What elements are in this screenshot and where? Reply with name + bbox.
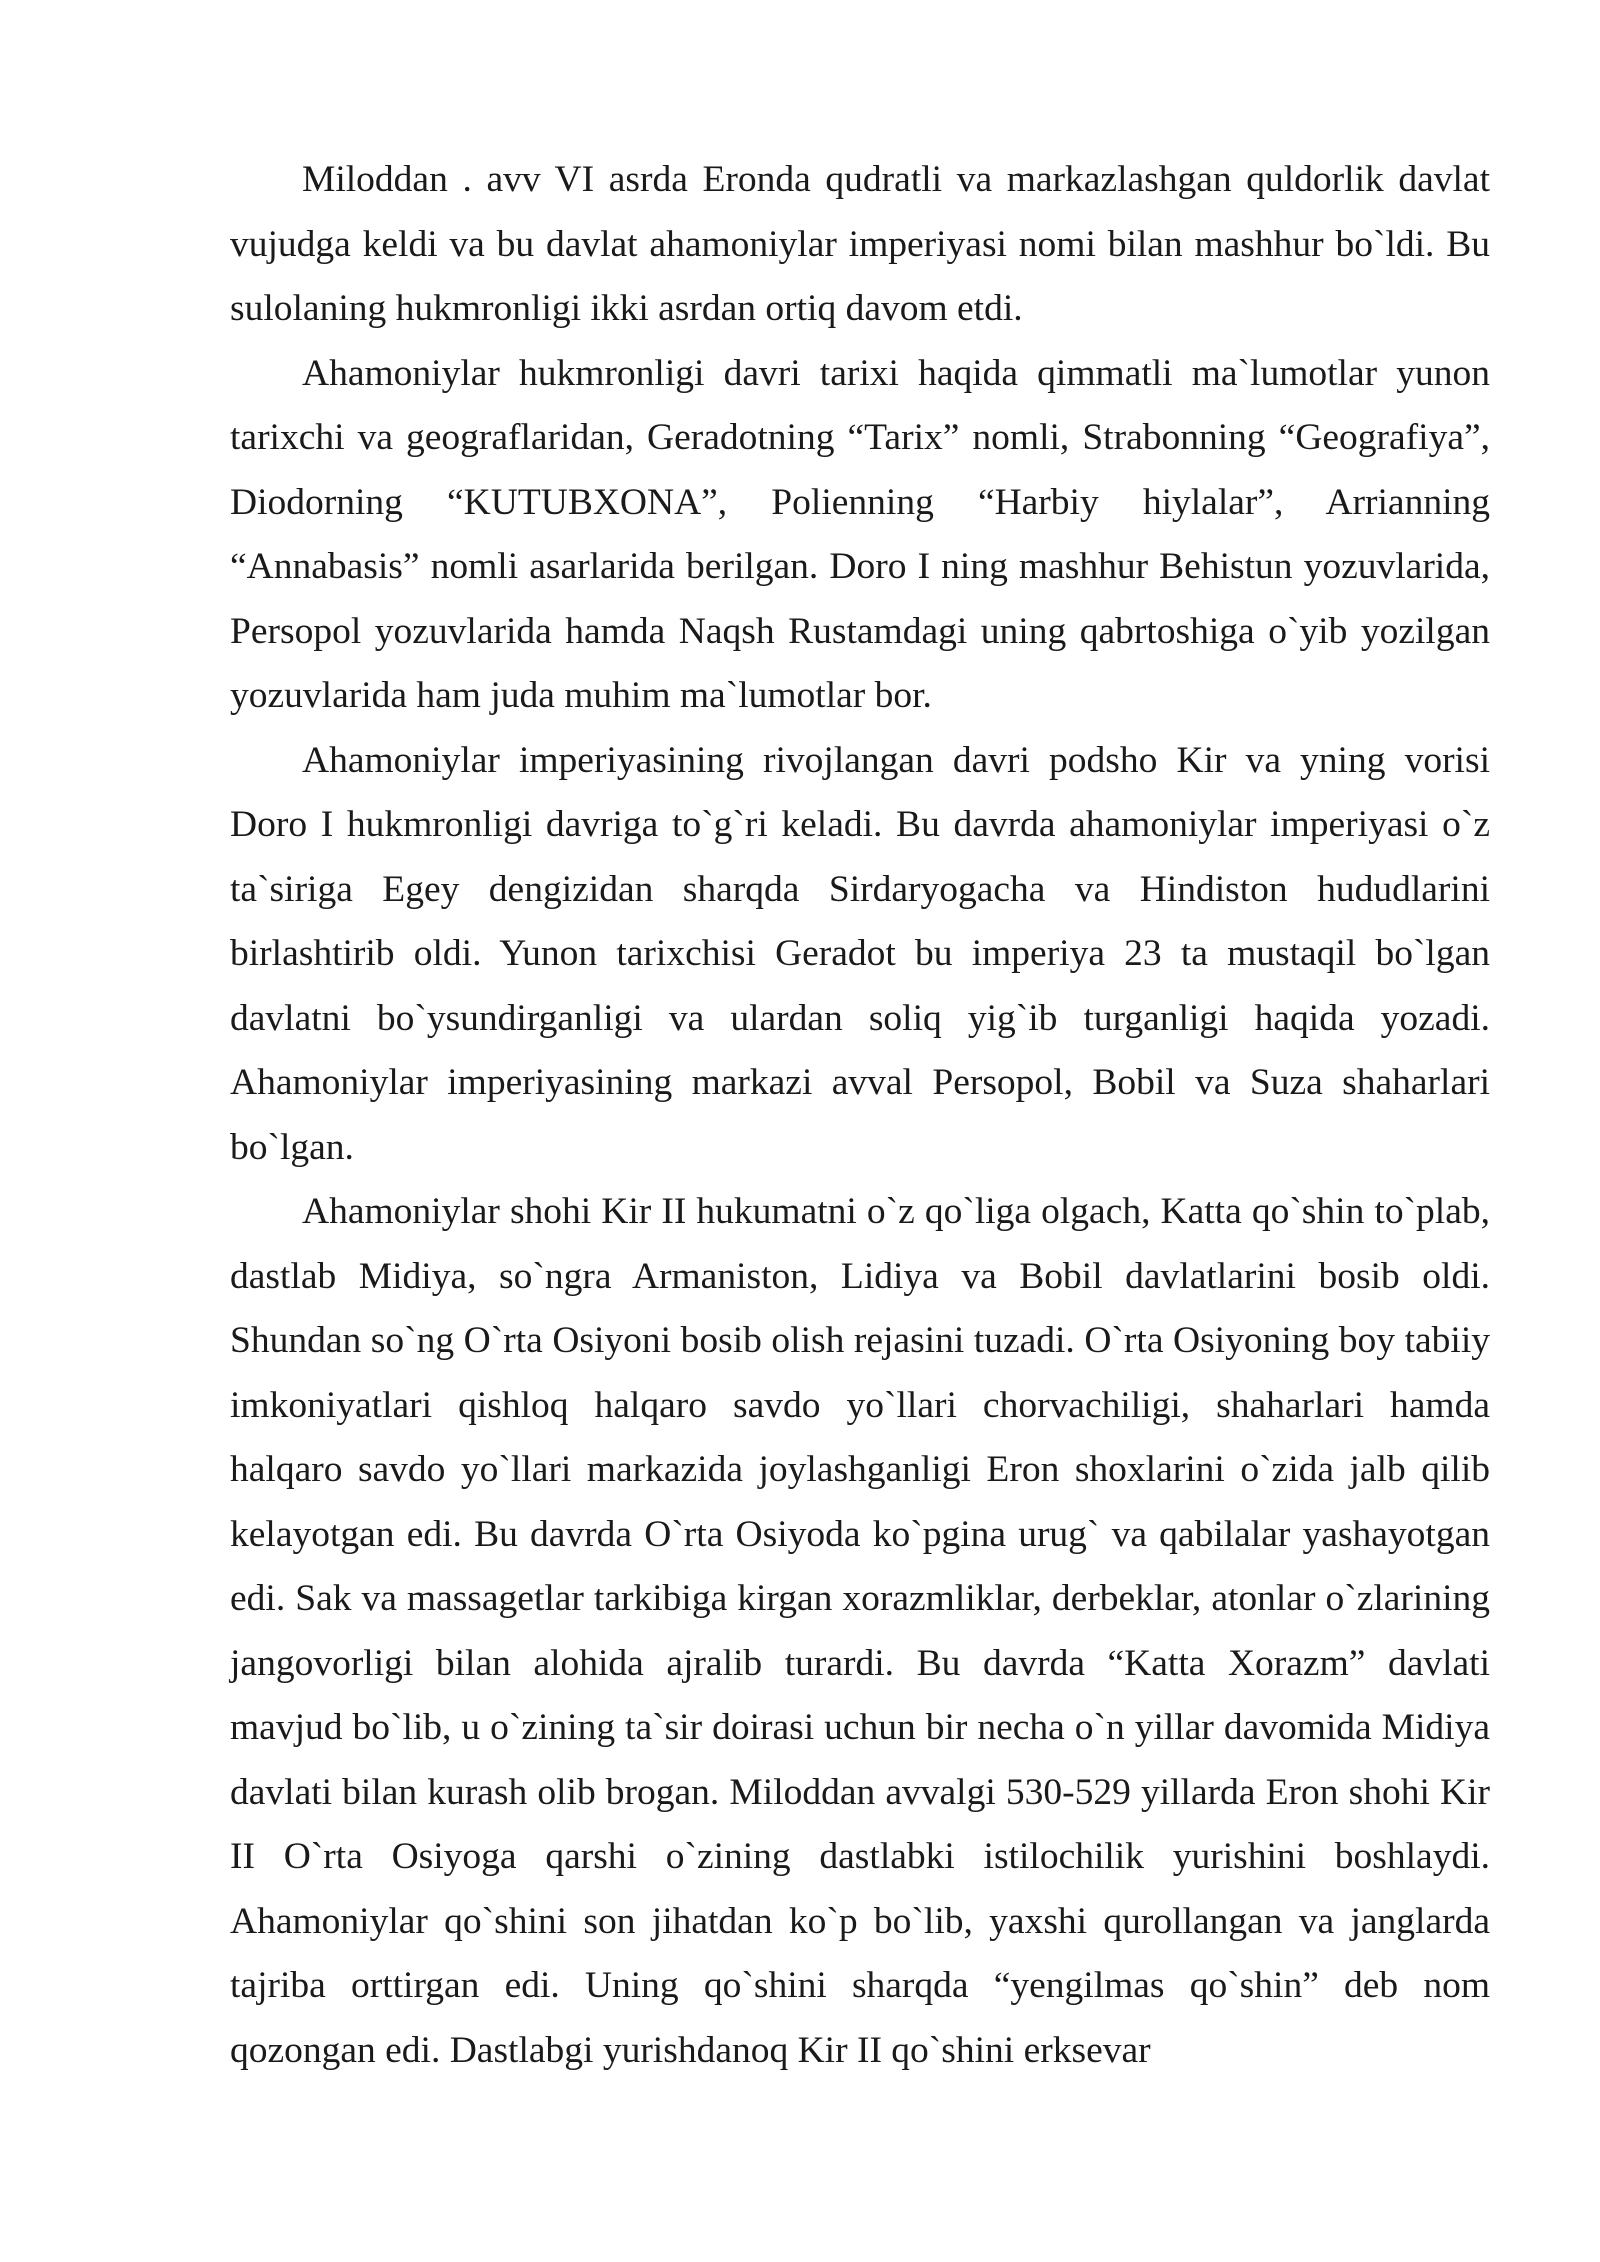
paragraph-3: Ahamoniylar imperiyasining rivojlangan davri podsho Kir va yning vorisi Doro I hukmronligi davriga to`g`ri keladi. Bu davrda ahamoniylar imperiyasi o`z ta`siriga Egey dengizidan sharqda Sirdaryogacha va Hindiston hududlarini birlashtirib oldi. Yunon tarixchisi Geradot bu imperiya 23 ta mustaqil bo`lgan davlatni bo`ysundirganligi va ulardan soliq yig`ib turganligi haqida yozadi. Ahamoniylar imperiyasining markazi avval Persopol, Bobil va Suza shaharlari bo`lgan. — [230, 739, 1490, 1168]
paragraph-1: Miloddan . avv VI asrda Eronda qudratli va markazlashgan quldorlik davlat vujudga keldi va bu davlat ahamoniylar imperiyasi nomi bilan mashhur bo`ldi. Bu sulolaning hukmronligi ikki asrdan ortiq davom etdi. — [230, 159, 1490, 329]
paragraph-2: Ahamoniylar hukmronligi davri tarixi haqida qimmatli ma`lumotlar yunon tarixchi va geograflaridan, Geradotning “Tarix” nomli, Strabonning “Geografiya”, Diodorning “KUTUBXONA”, Polienning “Harbiy hiylalar”, Arrianning “Annabasis” nomli asarlarida berilgan. Doro I ning mashhur Behistun yozuvlarida, Persopol yozuvlarida hamda Naqsh Rustamdagi uning qabrtoshiga o`yib yozilgan yozuvlarida ham juda muhim ma`lumotlar bor. — [230, 352, 1490, 716]
body-text — [230, 148, 1490, 2083]
paragraph-4: Ahamoniylar shohi Kir II hukumatni o`z qo`liga olgach, Katta qo`shin to`plab, dastlab Midiya, so`ngra Armaniston, Lidiya va Bobil davlatlarini bosib oldi. Shundan so`ng O`rta Osiyoni bosib olish rejasini tuzadi. O`rta Osiyoning boy tabiiy imkoniyatlari qishloq halqaro savdo yo`llari chorvachiligi, shaharlari hamda halqaro savdo yo`llari markazida joylashganligi Eron shoxlarini o`zida jalb qilib kelayotgan edi. Bu davrda O`rta Osiyoda ko`pgina urug` va qabilalar yashayotgan edi. Sak va massagetlar tarkibiga kirgan xorazmliklar, derbeklar, atonlar o`zlarining jangovorligi bilan alohida ajralib turardi. Bu davrda “Katta Xorazm” davlati mavjud bo`lib, u o`zining ta`sir doirasi uchun bir necha o`n yillar davomida Midiya davlati bilan kurash olib brogan. Miloddan avvalgi 530-529 yillarda Eron shohi Kir II O`rta Osiyoga qarshi o`zining dastlabki istilochilik yurishini boshlaydi. Ahamoniylar qo`shini son jihatdan ko`p bo`lib, yaxshi qurollangan va janglarda tajriba orttirgan edi. Uning qo`shini sharqda “yengilmas qo`shin” deb nom qozongan edi. Dastlabgi yurishdanoq Kir II qo`shini erksevar — [230, 1191, 1490, 2071]
